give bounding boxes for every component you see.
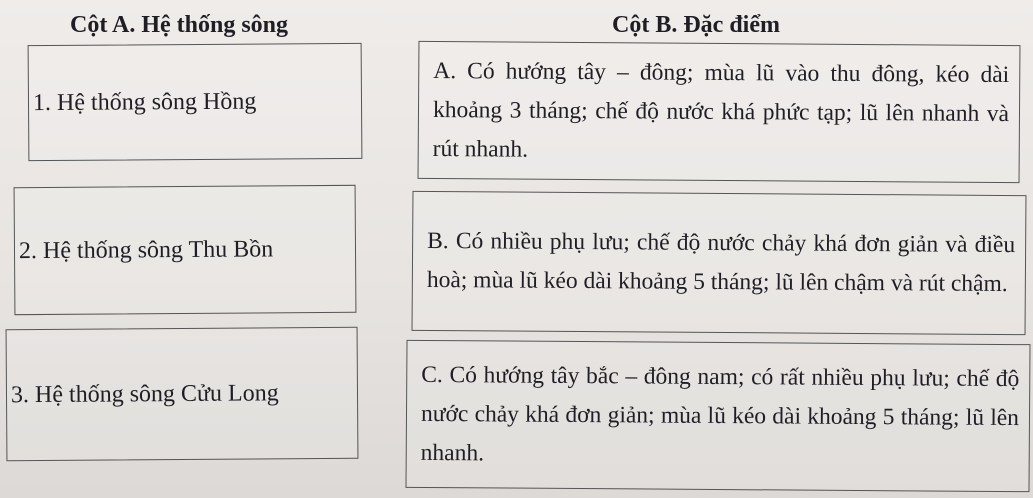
column-b-header: Cột B. Đặc điểm bbox=[612, 12, 780, 38]
characteristic-item-c bbox=[405, 340, 1030, 492]
river-system-label: 2. Hệ thống sông Thu Bồn bbox=[18, 236, 274, 265]
characteristic-text: C. Có hướng tây bắc – đông nam; có rất nhiều phụ lưu; chế độ nước chảy khá đơn giản; mùa lũ kéo dài khoảng 5 tháng; lũ lên nhanh. bbox=[420, 361, 1020, 466]
characteristic-item-a bbox=[418, 41, 1021, 183]
column-a-header: Cột A. Hệ thống sông bbox=[70, 12, 289, 38]
characteristic-item-b bbox=[412, 191, 1027, 335]
river-system-label: 3. Hệ thống sông Cửu Long bbox=[10, 380, 279, 409]
river-system-item-3 bbox=[6, 327, 359, 461]
characteristic-text: A. Có hướng tây – đông; mùa lũ vào thu đông, kéo dài khoảng 3 tháng; chế độ nước khá phức tạp; lũ lên nhanh và rút nhanh. bbox=[432, 57, 1010, 163]
characteristic-text: B. Có nhiều phụ lưu; chế độ nước chảy khá đơn giản và điều hoà; mùa lũ kéo dài khoảng 5 tháng; lũ lên chậm và rút chậm. bbox=[426, 227, 1016, 298]
river-system-item-1 bbox=[28, 43, 363, 161]
river-system-item-2 bbox=[14, 185, 357, 315]
river-system-label: 1. Hệ thống sông Hồng bbox=[32, 88, 257, 117]
